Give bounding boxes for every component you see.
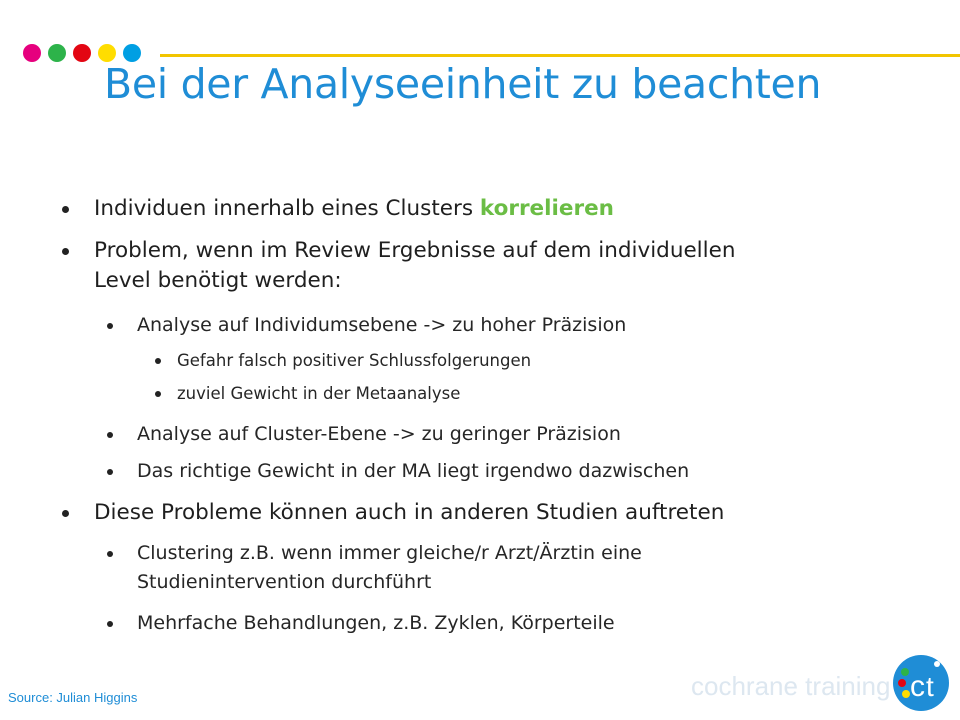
bullet-2-line-2: Level benötigt werden: <box>94 268 342 293</box>
bullet-3-1-line-1: Clustering z.B. wenn immer gleiche/r Arzt/Ärztin eine <box>137 542 642 564</box>
bullet-2-1-2-text: zuviel Gewicht in der Metaanalyse <box>177 384 461 403</box>
bullet-3 <box>94 500 724 525</box>
bullet-2-1-1 <box>177 351 531 370</box>
bullet-3-1-cont <box>137 571 431 593</box>
cochrane-logo-icon <box>890 652 952 714</box>
svg-text:t: t <box>926 671 934 702</box>
bullet-3-1 <box>137 542 642 564</box>
bullet-2-2 <box>137 423 621 445</box>
header-rule <box>160 54 960 57</box>
bullet-2-1-2 <box>177 384 460 403</box>
bullet-3-2-text: Mehrfache Behandlungen, z.B. Zyklen, Körperteile <box>137 612 615 634</box>
bullet-2-line-1: Problem, wenn im Review Ergebnisse auf dem individuellen <box>94 238 736 263</box>
bullet-1-highlight: korrelieren <box>479 196 614 221</box>
bullet-3-2 <box>137 612 615 634</box>
green-dot <box>48 44 66 62</box>
bullet-2-cont <box>94 268 342 293</box>
magenta-dot <box>23 44 41 62</box>
bullet-2-2-text: Analyse auf Cluster-Ebene -> zu geringer Präzision <box>137 423 621 445</box>
bullet-3-1-line-2: Studienintervention durchführt <box>137 571 432 593</box>
bullet-2-3 <box>137 460 689 482</box>
brand-watermark: cochrane training <box>691 671 891 701</box>
bullet-2 <box>94 238 735 263</box>
bullet-1-text: Individuen innerhalb eines Clusters <box>94 196 480 221</box>
bullet-2-1 <box>137 314 626 336</box>
source-credit: Source: Julian Higgins <box>8 690 138 705</box>
slide-title: Bei der Analyseeinheit zu beachten <box>104 60 822 108</box>
bullet-2-1-text: Analyse auf Individumsebene -> zu hoher Präzision <box>137 314 627 336</box>
red-dot <box>73 44 91 62</box>
svg-text:c: c <box>910 670 925 703</box>
bullet-3-text: Diese Probleme können auch in anderen Studien auftreten <box>94 500 725 525</box>
bullet-2-3-text: Das richtige Gewicht in der MA liegt irgendwo dazwischen <box>137 460 690 482</box>
bullet-1 <box>94 196 614 221</box>
bullet-2-1-1-text: Gefahr falsch positiver Schlussfolgerungen <box>177 351 532 370</box>
